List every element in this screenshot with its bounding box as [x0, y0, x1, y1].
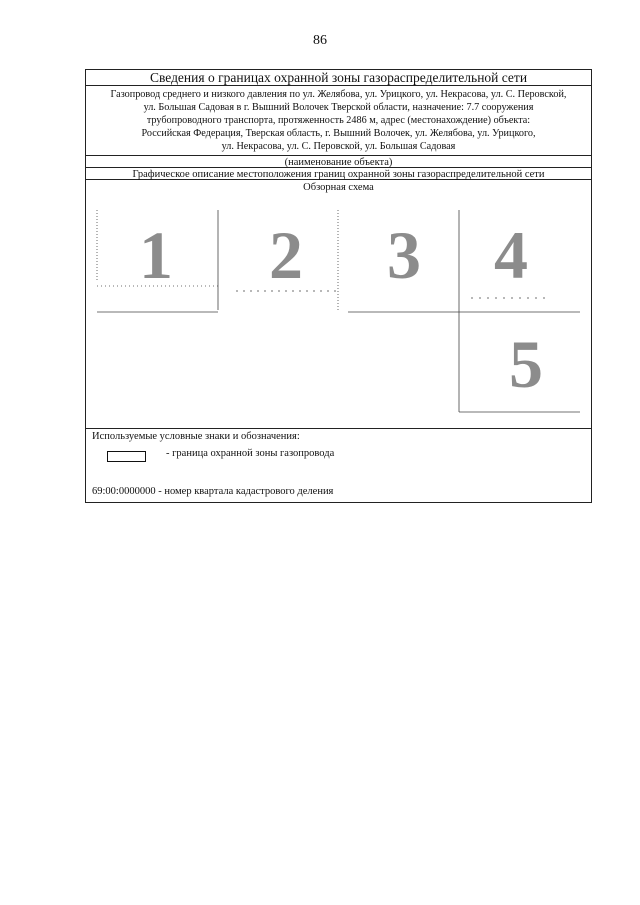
- sheet-number-2: 2: [269, 217, 303, 293]
- description-line: ул. Большая Садовая в г. Вышний Волочек Тверской области, назначение: 7.7 сооружения: [143, 102, 534, 113]
- sheet-number-5: 5: [509, 326, 543, 402]
- cadastral-number-sample: 69:00:0000000: [92, 486, 156, 497]
- sheet-number-1: 1: [139, 217, 173, 293]
- legend-item-boundary: - граница охранной зоны газопровода: [166, 448, 335, 459]
- legend-divider: [86, 428, 591, 429]
- overview-scheme: [86, 70, 591, 430]
- document-title: Сведения о границах охранной зоны газораспределительной сети: [86, 70, 591, 86]
- description-line: ул. Некрасова, ул. С. Перовской, ул. Большая Садовая: [221, 141, 456, 152]
- object-name-caption: (наименование объекта): [86, 155, 591, 168]
- zone-info-frame: [85, 69, 592, 503]
- legend-title: Используемые условные знаки и обозначения:: [92, 431, 300, 442]
- description-line: Российская Федерация, Тверская область, г. Вышний Волочек, ул. Желябова, ул. Урицкого,: [141, 128, 536, 139]
- sheet-number-4: 4: [494, 217, 528, 293]
- description-line: Газопровод среднего и низкого давления по ул. Желябова, ул. Урицкого, ул. Некрасова, ул. С. Перовской,: [110, 89, 567, 100]
- legend-item-cadastral: [92, 486, 333, 497]
- sheet-number-3: 3: [387, 217, 421, 293]
- page-number: 86: [313, 33, 327, 48]
- protection-zone-boundary-symbol: [107, 451, 146, 462]
- description-line: трубопроводного транспорта, протяженность 2486 м, адрес (местонахождение) объекта:: [146, 115, 531, 126]
- graphic-description-heading: Графическое описание местоположения границ охранной зоны газораспределительной сети: [86, 169, 591, 180]
- cadastral-number-label: - номер квартала кадастрового деления: [158, 486, 334, 497]
- overview-scheme-label: Обзорная схема: [303, 182, 374, 193]
